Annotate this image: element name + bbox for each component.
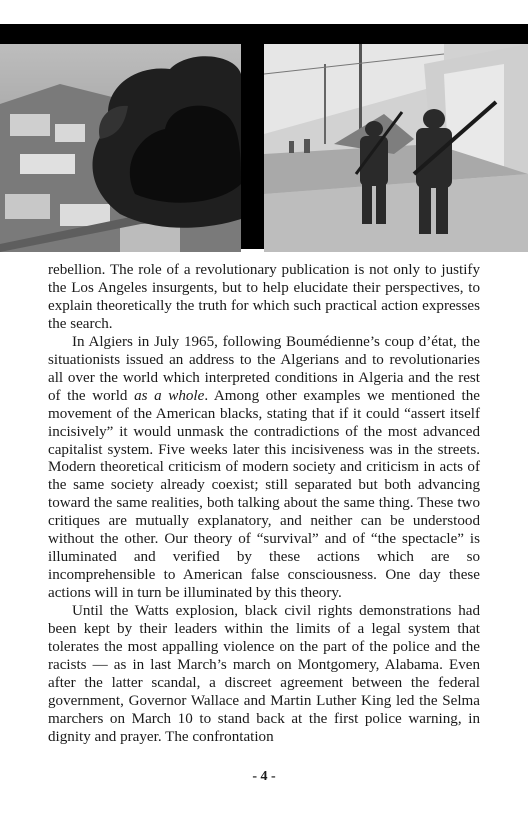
paragraph-2-emphasis: as a whole: [134, 387, 205, 404]
page-number: - 4 -: [252, 769, 276, 784]
paragraph-2-part-b: . Among other examples we mentioned the movement of the American blacks, stating that if it could “assert itself incisively” it would unmask the contradictions of the most advanced capitalist system. Five weeks later this incisiveness was in the streets. Modern theoretical criticism of modern society and criticism in acts of the same society already coexist; still separated but both advancing toward the same realities, both talking about the same thing. These two critiques are mutually explanatory, and neither can be understood without the other. Our theory of “survival” and of “the spectacle” is illuminated and verified by these actions which are so incomprehensible to American false consciousness. One day these actions will in turn be illuminated by this theory.: [48, 387, 480, 602]
photo-city-smoke: [0, 44, 241, 252]
body-text: [48, 262, 480, 747]
paragraph-2: [48, 334, 480, 603]
paragraph-3: Until the Watts explosion, black civil rights demonstrations had been kept by their leaders within the limits of a legal system that tolerates the most appalling violence on the part of the police and the racists — as in last March’s march on Montgomery, Alabama. Even after the latter scandal, a discreet agreement between the federal government, Governor Wallace and Martin Luther King led the Selma marchers on March 10 to stand back at the first police warning, in dignity and prayer. The confrontation: [48, 603, 480, 745]
photo-soldiers: [264, 44, 528, 252]
paragraph-2-part-a: In Algiers in July 1965, following Boumédienne’s coup d’état, the situationists issued an address to the Algerians and to revolutionaries all over the world which interpreted conditions in Algeria and the rest of the world: [48, 333, 480, 404]
paragraph-1: rebellion. The role of a revolutionary publication is not only to justify the Los Angeles insurgents, but to help elucidate their perspectives, to explain theoretically the truth for which such practical action expresses the search.: [48, 262, 480, 332]
photo-band: [0, 24, 528, 249]
